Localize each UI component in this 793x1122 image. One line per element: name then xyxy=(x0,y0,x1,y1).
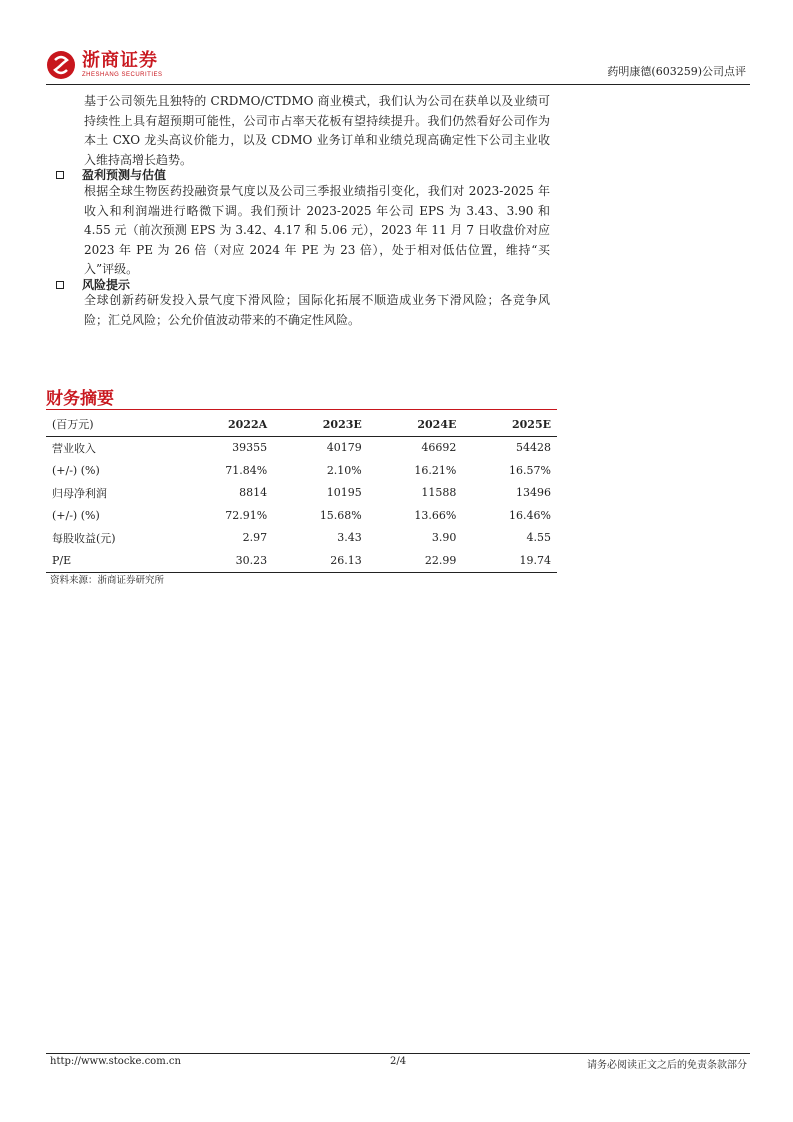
report-label: 药明康德(603259)公司点评 xyxy=(607,65,746,78)
row-label: 营业收入 xyxy=(52,441,96,455)
table-cell: 22.99 xyxy=(368,549,463,572)
page-header xyxy=(46,48,750,85)
row-label: (+/-) (%) xyxy=(52,463,100,477)
risk-paragraph: 全球创新药研发投入景气度下滑风险；国际化拓展不顺造成业务下滑风险；各竞争风险；汇兑风险；公允价值波动带来的不确定性风险。 xyxy=(84,293,550,327)
table-row xyxy=(46,436,557,459)
page-number: 2/4 xyxy=(390,1056,407,1067)
row-label: P/E xyxy=(46,549,179,572)
table-cell: 46692 xyxy=(421,441,457,455)
table-cell: 40179 xyxy=(326,441,362,455)
row-label: (+/-) (%) xyxy=(52,508,100,522)
logo-name-en: ZHESHANG SECURITIES xyxy=(82,72,163,78)
section-divider xyxy=(46,409,557,410)
table-cell: 19.74 xyxy=(462,549,557,572)
column-header: 2025E xyxy=(462,413,557,436)
table-row xyxy=(46,527,557,550)
forecast-paragraph: 根据全球生物医药投融资景气度以及公司三季报业绩指引变化，我们对 2023-2025 年收入和利润端进行略微下调。我们预计 2023-2025 年公司 EPS 为 3.43、3.90 和 4.55 元（前次预测 EPS 为 3.42、4.17 和 5.06 元），2023 年 11 月 7 日收盘价对应 2023 年 PE 为 26 倍（对应 2024 年 PE 为 23 倍），处于相对低估位置，维持“买入”评级。 xyxy=(84,184,550,276)
table-cell: 39355 xyxy=(232,441,268,455)
checkbox-bullet-icon xyxy=(56,171,64,179)
table-cell: 72.91% xyxy=(225,508,268,522)
logo-name-cn: 浙商证券 xyxy=(82,50,158,71)
footer-rule xyxy=(46,1053,750,1054)
table-row xyxy=(46,504,557,527)
financial-summary-table xyxy=(46,413,557,573)
table-cell: 2.10% xyxy=(326,463,362,477)
company-logo xyxy=(46,48,163,82)
table-cell: 16.46% xyxy=(509,508,551,522)
row-label: 每股收益(元) xyxy=(52,531,116,545)
table-cell: 54428 xyxy=(516,441,551,455)
table-cell: 3.90 xyxy=(431,531,457,545)
table-cell: 26.13 xyxy=(273,549,368,572)
column-header: (百万元) xyxy=(46,413,179,436)
table-cell: 16.57% xyxy=(509,463,551,477)
table-cell: 4.55 xyxy=(526,531,551,545)
data-source-note: 资料来源：浙商证券研究所 xyxy=(50,575,165,586)
financial-summary-title: 财务摘要 xyxy=(46,389,114,409)
section-heading-forecast xyxy=(56,166,166,183)
table-row xyxy=(46,482,557,505)
table-cell: 13496 xyxy=(516,486,551,500)
row-label: 归母净利润 xyxy=(52,486,107,500)
column-header: 2022A xyxy=(179,413,274,436)
table-cell: 2.97 xyxy=(242,531,268,545)
intro-paragraph: 基于公司领先且独特的 CRDMO/CTDMO 商业模式，我们认为公司在获单以及业绩可持续性上具有超预期可能性，公司市占率天花板有望持续提升。我们仍然看好公司作为本土 CXO 龙头高议价能力，以及 CDMO 业务订单和业绩兑现高确定性下公司主业收入维持高增长趋势。 xyxy=(84,94,550,167)
footer-disclaimer: 请务必阅读正文之后的免责条款部分 xyxy=(587,1060,747,1071)
table-row xyxy=(46,549,557,572)
table-cell: 8814 xyxy=(239,486,268,500)
table-row xyxy=(46,459,557,482)
table-cell: 13.66% xyxy=(414,508,457,522)
section-title: 风险提示 xyxy=(82,278,131,292)
column-header: 2024E xyxy=(368,413,463,436)
table-cell: 71.84% xyxy=(225,463,268,477)
checkbox-bullet-icon xyxy=(56,281,64,289)
zheshang-logo-icon xyxy=(46,50,76,80)
section-title: 盈利预测与估值 xyxy=(82,168,167,182)
table-cell: 15.68% xyxy=(319,508,362,522)
table-cell: 10195 xyxy=(326,486,362,500)
footer-url: http://www.stocke.com.cn xyxy=(50,1056,181,1067)
table-header-row xyxy=(46,413,557,436)
table-cell: 3.43 xyxy=(337,531,362,545)
column-header: 2023E xyxy=(273,413,368,436)
table-cell: 11588 xyxy=(421,486,457,500)
table-cell: 30.23 xyxy=(179,549,274,572)
table-cell: 16.21% xyxy=(414,463,457,477)
